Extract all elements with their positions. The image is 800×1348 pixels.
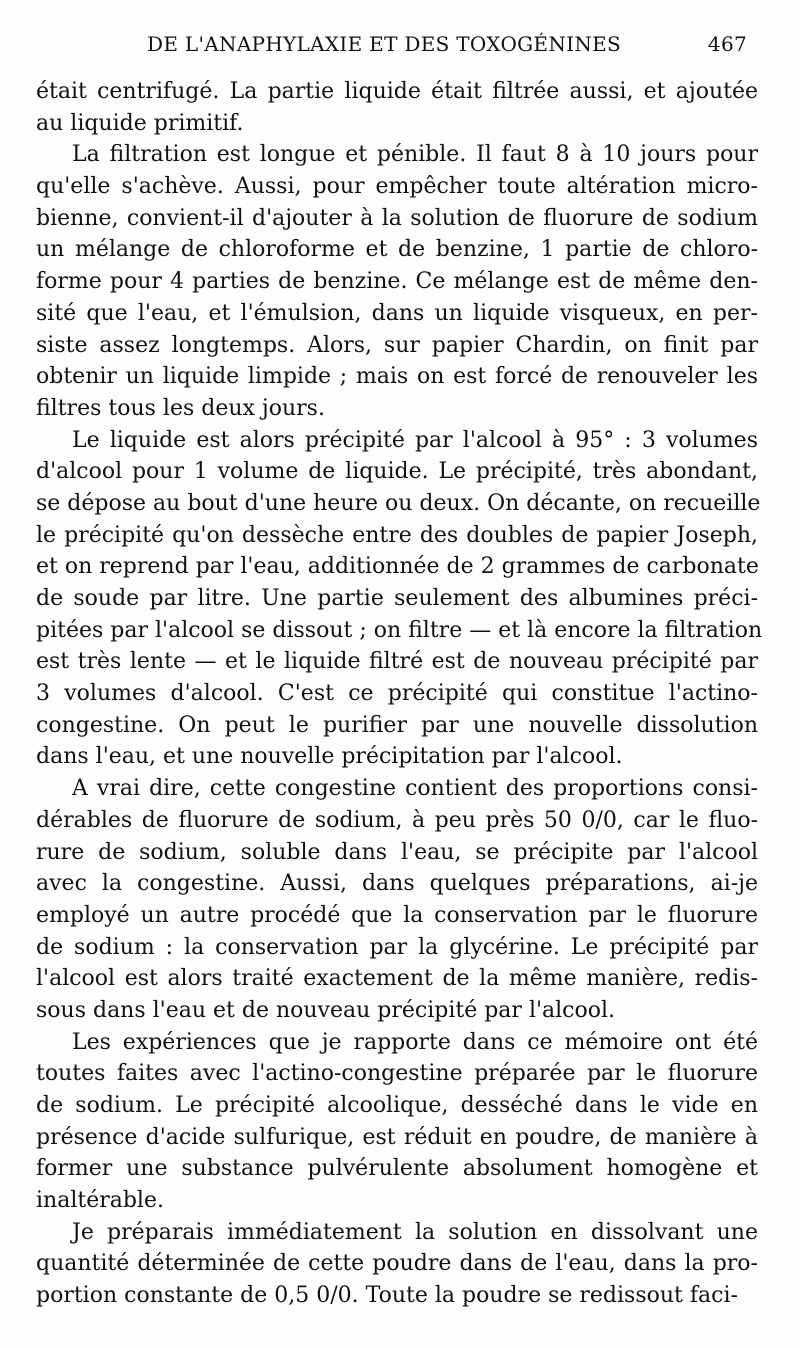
text-line: A vrai dire, cette congestine contient des proportions consi- [72, 776, 758, 802]
text-line: pitées par l'alcool se dissout ; on filtre — et là encore la filtration [36, 617, 763, 643]
paragraph [36, 139, 758, 424]
paragraph [36, 425, 763, 774]
text-line: un mélange de chloroforme et de benzine, 1 partie de chloro- [36, 237, 758, 263]
running-header [147, 32, 747, 62]
text-line: obtenir un liquide limpide ; mais on est forcé de renouveler les [36, 364, 758, 390]
text-line: et on reprend par l'eau, additionnée de 2 grammes de carbonate [36, 554, 759, 580]
paragraph [36, 76, 758, 139]
text-line: sous dans l'eau et de nouveau précipité par l'alcool. [36, 997, 616, 1023]
text-line: quantité déterminée de cette poudre dans de l'eau, dans la pro- [36, 1251, 758, 1277]
text-line: d'alcool pour 1 volume de liquide. Le précipité, très abondant, [36, 459, 758, 485]
text-line: 3 volumes d'alcool. C'est ce précipité qui constitue l'actino- [36, 681, 758, 707]
text-line: qu'elle s'achève. Aussi, pour empêcher toute altération micro- [36, 174, 758, 200]
text-line: de soude par litre. Une partie seulement des albumines préci- [36, 586, 758, 611]
paragraph [36, 773, 758, 1027]
paragraph [36, 1027, 758, 1217]
text-line: dans l'eau, et une nouvelle précipitation par l'alcool. [36, 744, 623, 770]
text-line: former une substance pulvérulente absolument homogène et [36, 1156, 758, 1182]
text-line: sité que l'eau, et l'émulsion, dans un liquide visqueux, en per- [36, 300, 758, 326]
text-line: avec la congestine. Aussi, dans quelques préparations, ai-je [36, 871, 758, 897]
text-line: bienne, convient-il d'ajouter à la solution de fluorure de sodium [36, 205, 758, 231]
text-line: La filtration est longue et pénible. Il faut 8 à 10 jours pour [72, 142, 758, 168]
paragraph [36, 1217, 758, 1312]
text-line: congestine. On peut le purifier par une nouvelle dissolution [36, 712, 758, 738]
text-line: inaltérable. [36, 1188, 164, 1214]
text-line: dérables de fluorure de sodium, à peu près 50 0/0, car le fluo- [36, 807, 758, 833]
text-line: toutes faites avec l'actino-congestine préparée par le fluorure [36, 1061, 758, 1087]
page-number: 467 [707, 32, 747, 56]
text-line: l'alcool est alors traité exactement de la même manière, redis- [36, 966, 758, 992]
text-line: de sodium : la conservation par la glycérine. Le précipité par [36, 934, 758, 960]
text-line: se dépose au bout d'une heure ou deux. On décante, on recueille [36, 490, 761, 516]
header-title: DE L'ANAPHYLAXIE ET DES TOXOGÉNINES [147, 32, 622, 56]
text-line: filtres tous les deux jours. [36, 395, 325, 421]
text-line: était centrifugé. La partie liquide était filtrée aussi, et ajoutée [36, 79, 758, 104]
text-line: de sodium. Le précipité alcoolique, desséché dans le vide en [36, 1093, 758, 1118]
text-line: siste assez longtemps. Alors, sur papier Chardin, on finit par [36, 332, 758, 358]
text-line: Les expériences que je rapporte dans ce mémoire ont été [72, 1029, 758, 1055]
text-line: rure de sodium, soluble dans l'eau, se précipite par l'alcool [36, 839, 758, 865]
text-line: Je préparais immédiatement la solution en dissolvant une [72, 1219, 758, 1245]
text-line: présence d'acide sulfurique, est réduit en poudre, de manière à [36, 1124, 758, 1150]
text-line: portion constante de 0,5 0/0. Toute la poudre se redissout faci- [36, 1283, 738, 1309]
text-line: Le liquide est alors précipité par l'alcool à 95° : 3 volumes [72, 427, 758, 453]
body-text [36, 76, 763, 1312]
text-line: le précipité qu'on dessèche entre des doubles de papier Joseph, [36, 522, 758, 548]
text-line: forme pour 4 parties de benzine. Ce mélange est de même den- [36, 269, 758, 295]
text-line: est très lente — et le liquide filtré est de nouveau précipité par [36, 649, 758, 675]
text-line: au liquide primitif. [36, 110, 244, 136]
text-line: employé un autre procédé que la conservation par le fluorure [36, 902, 758, 928]
